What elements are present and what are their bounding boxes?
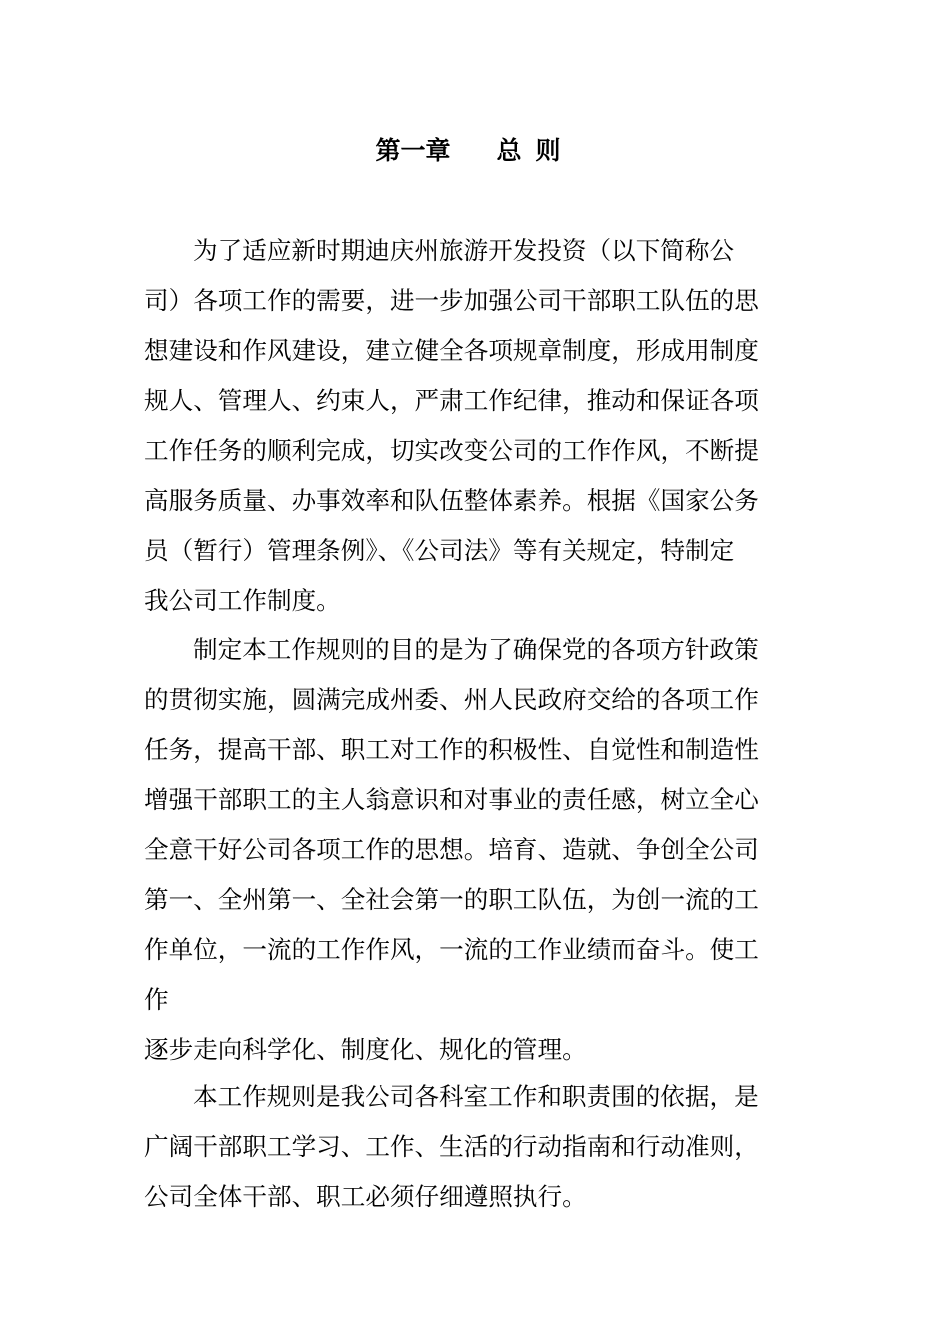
paragraph-line: 逐步走向科学化、制度化、规化的管理。 [144,1035,587,1064]
paragraph-line: 规人、管理人、约束人，严肃工作纪律，推动和保证各项 [144,386,759,415]
paragraph-line: 高服务质量、办事效率和队伍整体素养。根据《国家公务 [144,486,759,515]
paragraph-line: 任务，提高干部、职工对工作的积极性、自觉性和制造性 [144,735,759,764]
chapter-number: 第一章 [375,136,451,165]
paragraph-line: 想建设和作风建设，建立健全各项规章制度，形成用制度 [144,336,759,365]
paragraph-line: 作单位，一流的工作作风，一流的工作业绩而奋斗。使工 [144,935,759,964]
paragraph-line: 作 [144,985,169,1014]
paragraph-line: 司）各项工作的需要，进一步加强公司干部职工队伍的思 [144,286,759,315]
paragraph-line: 公司全体干部、职工必须仔细遵照执行。 [144,1182,587,1211]
paragraph-line: 广阔干部职工学习、工作、生活的行动指南和行动准则， [144,1132,759,1161]
paragraph-line: 为了适应新时期迪庆州旅游开发投资（以下简称公 [193,236,735,265]
paragraph-line: 员（暂行）管理条例》、《公司法》等有关规定，特制定 [144,536,735,565]
paragraph-line: 制定本工作规则的目的是为了确保党的各项方针政策 [193,635,759,664]
paragraph-line: 工作任务的顺利完成，切实改变公司的工作作风，不断提 [144,436,759,465]
chapter-name: 总则 [496,136,575,165]
paragraph-2 [144,625,808,1075]
paragraph-line: 第一、全州第一、全社会第一的职工队伍，为创一流的工 [144,885,759,914]
paragraph-line: 增强干部职工的主人翁意识和对事业的责任感，树立全心 [144,785,759,814]
chapter-title [0,132,950,170]
paragraph-1 [144,226,808,626]
paragraph-line: 的贯彻实施，圆满完成州委、州人民政府交给的各项工作 [144,685,759,714]
paragraph-line: 本工作规则是我公司各科室工作和职责围的依据，是 [193,1082,759,1111]
paragraph-line: 我公司工作制度。 [144,586,341,615]
paragraph-3 [144,1072,808,1222]
paragraph-line: 全意干好公司各项工作的思想。培育、造就、争创全公司 [144,835,759,864]
